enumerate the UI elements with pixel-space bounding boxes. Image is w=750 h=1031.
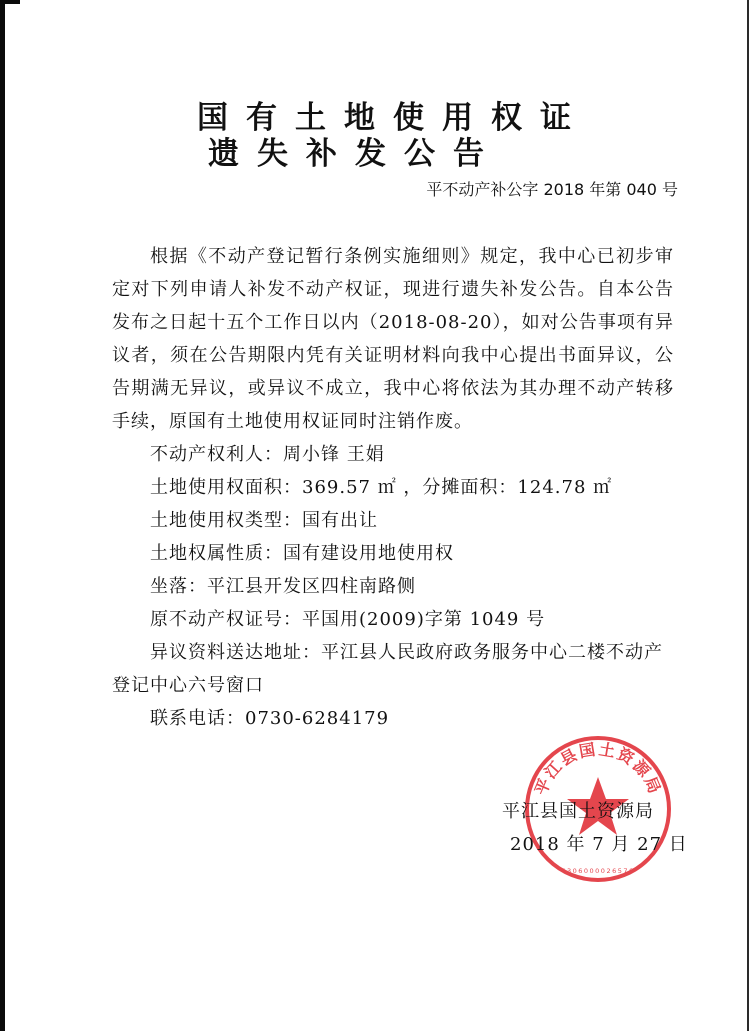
title-line-1: 国有土地使用权证 (197, 100, 589, 136)
title-line-2: 遗失补发公告 (208, 136, 502, 172)
notice-paragraph: 根据《不动产登记暂行条例实施细则》规定，我中心已初步审定对下列申请人补发不动产权证，现进行遗失补发公告。自本公告发布之日起十五个工作日以内（2018-08-20），如对公告事项有异议者，须在公告期限内凭有关证明材料向我中心提出书面异议，公告期满无异议，或异议不成立，我中心将依法为其办理不动产转移手续，原国有土地使用权证同时注销作废。 (112, 246, 674, 432)
field-objection-address: 异议资料送达地址：平江县人民政府政务服务中心二楼不动产登记中心六号窗口 (112, 642, 663, 696)
field-owner: 不动产权利人：周小锋 王娟 (150, 444, 385, 465)
field-use-type: 土地使用权类型：国有出让 (150, 510, 378, 531)
field-phone: 联系电话：0730-6284179 (150, 708, 390, 729)
seal-text: 平江县国土资源局 (530, 739, 666, 798)
signature-date: 2018 年 7 月 27 日 (510, 834, 688, 855)
signature-organization: 平江县国土资源局 (502, 801, 654, 822)
scan-border-right (747, 0, 749, 1031)
notice-body (112, 240, 674, 735)
field-location: 坐落：平江县开发区四柱南路侧 (150, 576, 416, 597)
field-area: 土地使用权面积：369.57 ㎡ ，分摊面积：124.78 ㎡ (150, 477, 613, 498)
document-number: 平不动产补公字 2018 年第 040 号 (426, 180, 678, 199)
seal-number: 4306000026576 (561, 867, 635, 875)
field-nature: 土地权属性质：国有建设用地使用权 (150, 543, 454, 564)
scan-border-corner (0, 0, 20, 4)
field-original-cert: 原不动产权证号：平国用(2009)字第 1049 号 (150, 609, 546, 630)
